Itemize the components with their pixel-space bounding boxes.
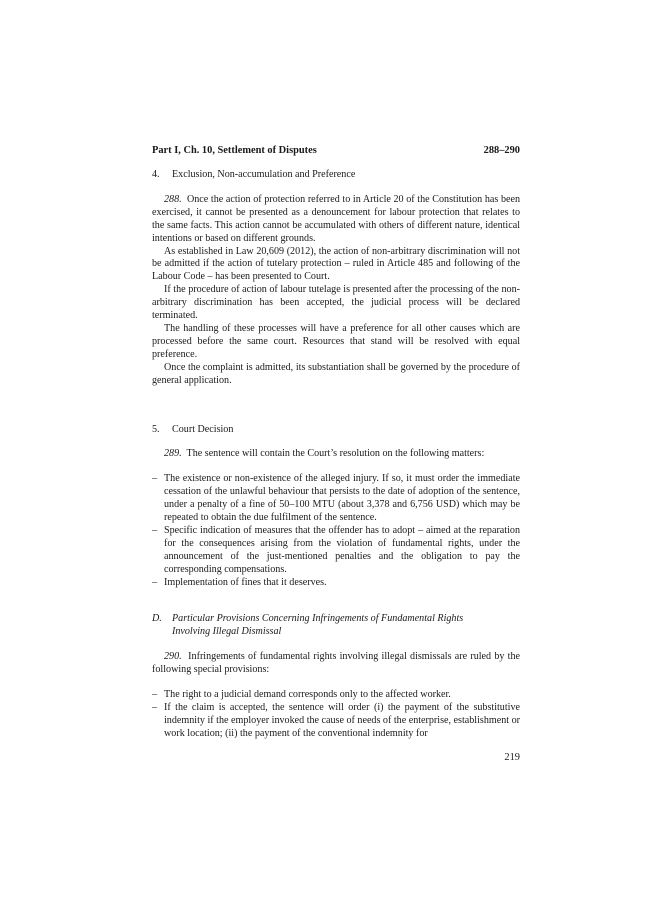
- list-item: – If the claim is accepted, the sentence will order (i) the payment of the substitutive indemnity if the employer invoked the cause of needs of the enterprise, establishment or work location; (ii) the payment of the conventional indemnity for: [152, 702, 520, 741]
- paragraph-289-number: 289.: [164, 448, 182, 460]
- section-d-title-line-2: Involving Illegal Dismissal: [172, 626, 282, 638]
- list-item: – Specific indication of measures that the offender has to adopt – aimed at the reparation for the consequences arising from the violation of fundamental rights, under the announcement of the just-mentioned penalties and the obligation to pay the corresponding compensations.: [152, 525, 520, 577]
- running-head-paragraph-range: 288–290: [483, 145, 520, 156]
- section-4-title: Exclusion, Non-accumulation and Preference: [172, 169, 356, 180]
- paragraph-290: [152, 651, 520, 677]
- paragraph-288-substantiation: Once the complaint is admitted, its substantiation shall be governed by the procedure of general application.: [152, 361, 520, 386]
- paragraph-290-number: 290.: [164, 651, 182, 663]
- paragraph-288-preference: The handling of these processes will have a preference for all other causes which are processed before the same court. Resources that stand will be resolved with equal preference.: [152, 322, 520, 360]
- paragraph-289-text: The sentence will contain the Court’s resolution on the following matters:: [186, 448, 485, 460]
- section-d-title-line-1: Particular Provisions Concerning Infringements of Fundamental Rights: [172, 613, 464, 625]
- section-5-title: Court Decision: [172, 423, 234, 435]
- section-5-heading: [152, 424, 520, 437]
- running-head: [152, 144, 520, 157]
- court-decision-list: [152, 473, 520, 589]
- paragraph-290-text: Infringements of fundamental rights involving illegal dismissals are ruled by the following special provisions:: [152, 651, 520, 676]
- section-5-number: 5.: [152, 423, 160, 435]
- paragraph-289: [152, 448, 520, 461]
- section-d-heading: [152, 613, 520, 639]
- section-4-heading: [152, 169, 520, 182]
- page-body: [152, 144, 520, 741]
- paragraph-288: [152, 194, 520, 246]
- section-4-number: 4.: [152, 169, 160, 180]
- paragraph-288-text: Once the action of protection referred to in Article 20 of the Constitution has been exercised, it cannot be presented as a denouncement for labour protection that relates to the same facts. This action cannot be accumulated with others of different nature, identical intentions or based on different grounds.: [152, 193, 521, 244]
- paragraph-288-law-20609: As established in Law 20,609 (2012), the action of non-arbitrary discrimination will not be admitted if the action of tutelary protection – ruled in Article 485 and following of the Labour Code – has been presented to Court.: [152, 245, 520, 283]
- list-item: – Implementation of fines that it deserves.: [152, 577, 520, 590]
- list-item: – The right to a judicial demand corresponds only to the affected worker.: [152, 689, 520, 702]
- paragraph-288-number: 288.: [164, 193, 182, 205]
- paragraph-288-tutelage-procedure: If the procedure of action of labour tutelage is presented after the processing of the non-arbitrary discrimination has been accepted, the judicial process will be declared terminated.: [152, 284, 520, 322]
- running-head-title: Part I, Ch. 10, Settlement of Disputes: [152, 145, 317, 156]
- section-d-label: D.: [152, 613, 162, 625]
- list-item: – The existence or non-existence of the alleged injury. If so, it must order the immediate cessation of the unlawful behaviour that persists to the date of adoption of the sentence, under a penalty of a fine of 50–100 MTU (about 3,378 and 6,756 USD) which may be repeated to obtain the due fulfilment of the sentence.: [152, 473, 520, 525]
- illegal-dismissal-list: [152, 689, 520, 741]
- page-number: 219: [504, 752, 520, 763]
